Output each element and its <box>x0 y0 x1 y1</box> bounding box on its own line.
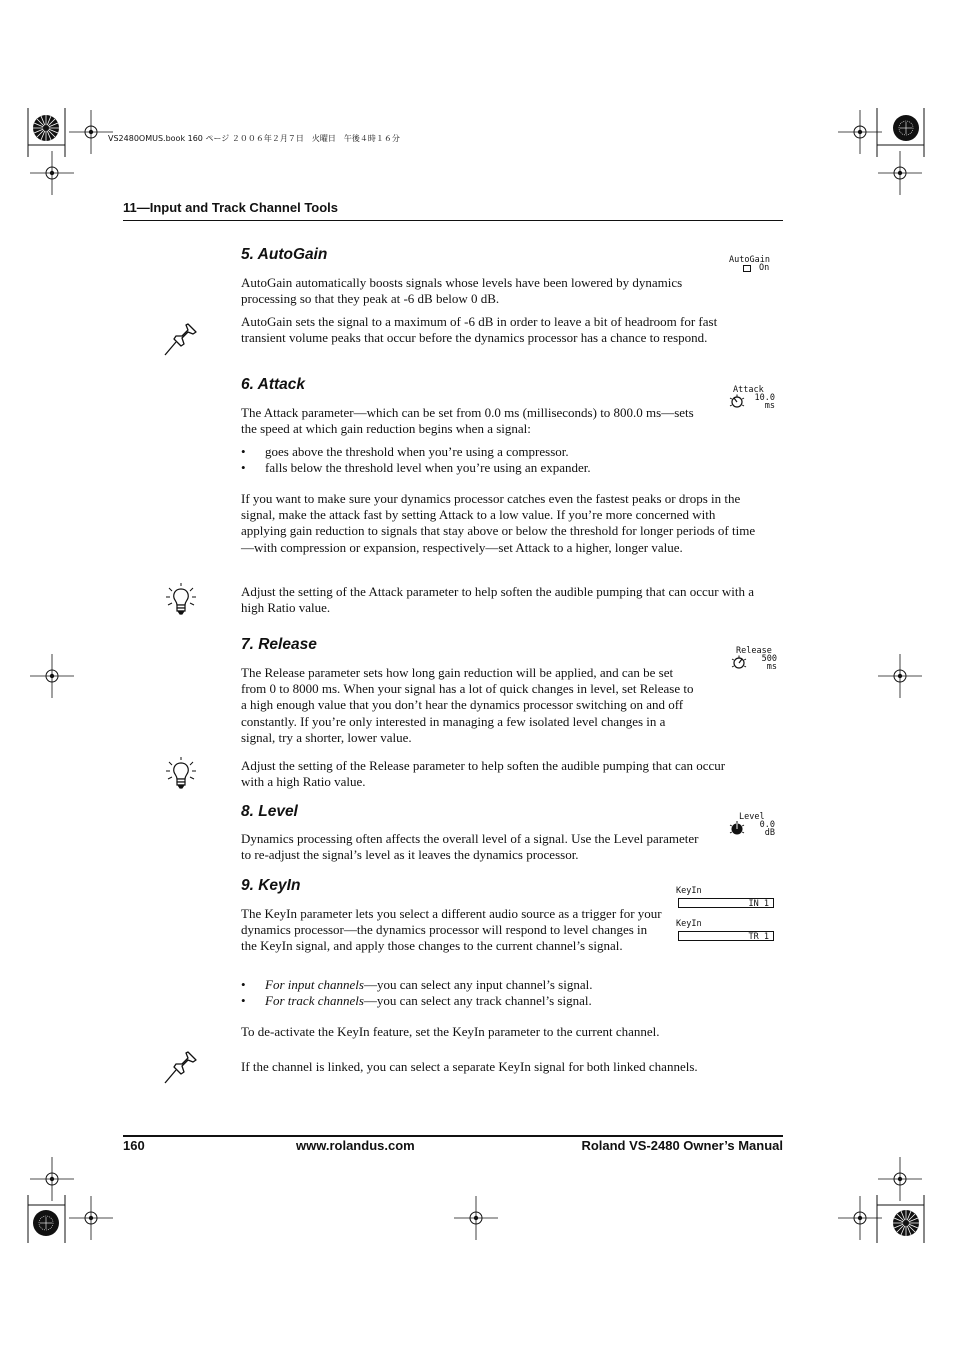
section-title-attack: 6. Attack <box>241 376 306 393</box>
chapter-header: 11—Input and Track Channel Tools <box>123 200 339 215</box>
autogain-note: AutoGain sets the signal to a maximum of -6 dB in order to leave a bit of headroom for fast transient volume peaks that occur before the dynamics processor has a chance to respond. <box>241 314 718 346</box>
knob-icon <box>731 655 747 671</box>
section-title-autogain: 5. AutoGain <box>241 246 328 263</box>
knob-icon <box>729 821 745 837</box>
attack-display <box>729 386 777 412</box>
keyin-body: The KeyIn parameter lets you select a different audio source as a trigger for your dynamics processor—the dynamics processor will respond to level changes in the KeyIn signal, and apply those changes to the current channel’s signal. <box>241 906 662 954</box>
list-item-term: For track channels <box>265 993 364 1009</box>
keyin-bullet-list <box>241 977 761 1009</box>
release-body: The Release parameter sets how long gain reduction will be applied, and can be set from 0 to 8000 ms. When your signal has a lot of quick changes in level, set Release to a high enough value that you don’t hear the dynamics processor switching on and off constantly. If you’re only interested in managing a few isolated level changes in a signal, try a shorter, lower value. <box>241 665 694 745</box>
attack-body: The Attack parameter—which can be set from 0.0 ms (milliseconds) to 800.0 ms—sets the speed at which gain reduction begins when a signal: <box>241 405 694 437</box>
attack-tip: Adjust the setting of the Attack parameter to help soften the audible pumping that can occur with a high Ratio value. <box>241 584 754 616</box>
autogain-display-value: On <box>759 263 770 273</box>
attack-bullet-list <box>241 444 741 476</box>
list-item: • falls below the threshold level when you’re using an expander. <box>241 460 741 476</box>
header-rule <box>123 220 783 221</box>
keyin-note: If the channel is linked, you can select a separate KeyIn signal for both linked channels. <box>241 1059 698 1074</box>
lightbulb-tip-icon <box>165 583 197 617</box>
list-item <box>241 993 761 1009</box>
section-title-release: 7. Release <box>241 636 317 653</box>
attack-display-unit: ms <box>764 401 775 411</box>
list-item-term: For input channels <box>265 977 364 992</box>
list-item <box>241 977 761 993</box>
list-item-text: —you can select any track channel’s signal. <box>363 993 592 1009</box>
release-display-unit: ms <box>766 662 777 672</box>
attack-display-label: Attack <box>733 385 764 395</box>
print-file-info: VS2480OMUS.book 160 ページ ２００６年２月７日 火曜日 午後４時１６分 <box>108 134 400 143</box>
lightbulb-tip-icon <box>165 757 197 791</box>
keyin-display-2-value: TR 1 <box>678 931 774 941</box>
release-display <box>731 647 779 673</box>
checkbox-icon <box>743 265 751 272</box>
keyin-display-1-label: KeyIn <box>676 886 702 896</box>
section-title-level: 8. Level <box>241 803 298 820</box>
list-item: • goes above the threshold when you’re using a compressor. <box>241 444 741 460</box>
keyin-display-2-label: KeyIn <box>676 919 702 929</box>
pushpin-note-icon <box>162 1050 200 1086</box>
footer-rule <box>123 1135 783 1137</box>
level-body: Dynamics processing often affects the overall level of a signal. Use the Level parameter to re-adjust the signal’s level as it leaves the dynamics processor. <box>241 831 699 863</box>
list-item-text: —you can select any input channel’s signal. <box>363 977 593 992</box>
level-display-value: 0.0 <box>759 820 775 830</box>
level-display-label: Level <box>739 812 765 822</box>
autogain-body: AutoGain automatically boosts signals whose levels have been lowered by dynamics processing so that they peak at -6 dB below 0 dB. <box>241 275 683 307</box>
attack-body-2: If you want to make sure your dynamics processor catches even the fastest peaks or drops in the signal, make the attack fast by setting Attack to a low value. If you’re more concerned with applying gain reduction to signals that stay above or below the threshold for longer periods of time—with compression or expansion, respectively—set Attack to a higher, longer value. <box>241 491 756 555</box>
knob-icon <box>729 394 745 410</box>
pushpin-note-icon <box>162 322 200 358</box>
release-display-value: 500 <box>761 654 777 664</box>
level-display <box>729 813 777 839</box>
autogain-display <box>729 256 781 272</box>
footer-url[interactable]: www.rolandus.com <box>296 1138 415 1153</box>
release-display-label: Release <box>736 646 772 656</box>
level-display-unit: dB <box>764 828 775 838</box>
footer-manual-title: Roland VS-2480 Owner’s Manual <box>581 1138 783 1153</box>
keyin-display-1-value: IN 1 <box>678 898 774 908</box>
attack-display-value: 10.0 <box>754 393 775 403</box>
page-number: 160 <box>123 1138 145 1153</box>
keyin-body-2: To de-activate the KeyIn feature, set the KeyIn parameter to the current channel. <box>241 1024 660 1039</box>
autogain-display-label: AutoGain <box>729 255 770 265</box>
release-tip: Adjust the setting of the Release parameter to help soften the audible pumping that can occur with a high Ratio value. <box>241 758 726 790</box>
section-title-keyin: 9. KeyIn <box>241 877 301 894</box>
